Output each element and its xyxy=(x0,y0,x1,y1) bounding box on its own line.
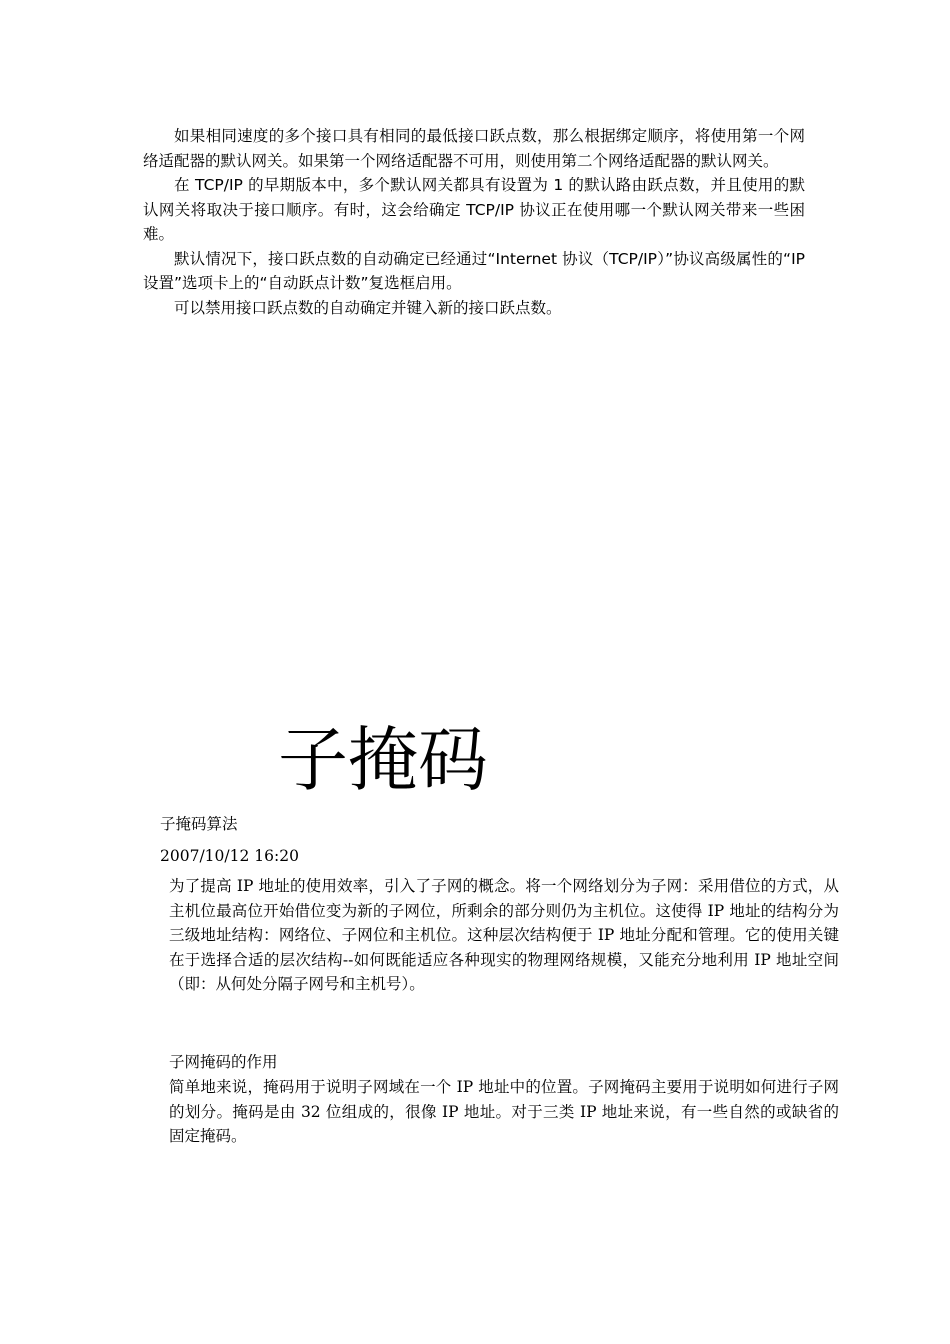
paragraph-default-gateway-order: 如果相同速度的多个接口具有相同的最低接口跃点数，那么根据绑定顺序，将使用第一个网络适配器的默认网关。如果第一个网络适配器不可用，则使用第二个网络适配器的默认网关。 xyxy=(143,127,805,170)
subnet-mask-body xyxy=(169,1075,839,1149)
paragraph-auto-metric-default: 默认情况下，接口跃点数的自动确定已经通过“Internet 协议（TCP/IP）”协议高级属性的“IP 设置”选项卡上的“自动跃点计数”复选框启用。 xyxy=(143,249,805,292)
page-title: 子掩码 xyxy=(278,719,488,801)
article-date: 2007/10/12 16:20 xyxy=(160,847,299,865)
section-heading-subnet-mask-purpose: 子网掩码的作用 xyxy=(169,1053,278,1071)
paragraph-early-tcpip-versions: 在 TCP/IP 的早期版本中，多个默认网关都具有设置为 1 的默认路由跃点数，并且使用的默认网关将取决于接口顺序。有时，这会给确定 TCP/IP 协议正在使用哪一个默认网关带来一些困难。 xyxy=(143,176,805,243)
paragraph-disable-auto-metric: 可以禁用接口跃点数的自动确定并键入新的接口跃点数。 xyxy=(174,298,562,317)
article-body xyxy=(169,874,839,997)
top-text-section xyxy=(143,124,805,320)
paragraph-subnet-intro: 为了提高 IP 地址的使用效率，引入了子网的概念。将一个网络划分为子网：采用借位的方式，从主机位最高位开始借位变为新的子网位，所剩余的部分则仍为主机位。这使得 IP 地址的结构分为三级地址结构：网络位、子网位和主机位。这种层次结构便于 IP 地址分配和管理。它的使用关键在于选择合适的层次结构--如何既能适应各种现实的物理网络规模，又能充分地利用 IP 地址空间（即：从何处分隔子网号和主机号）。 xyxy=(169,877,839,993)
paragraph-subnet-mask-purpose: 简单地来说，掩码用于说明子网域在一个 IP 地址中的位置。子网掩码主要用于说明如何进行子网的划分。掩码是由 32 位组成的，很像 IP 地址。对于三类 IP 地址来说，有一些自然的或缺省的固定掩码。 xyxy=(169,1078,839,1145)
article-title: 子掩码算法 xyxy=(160,815,238,833)
